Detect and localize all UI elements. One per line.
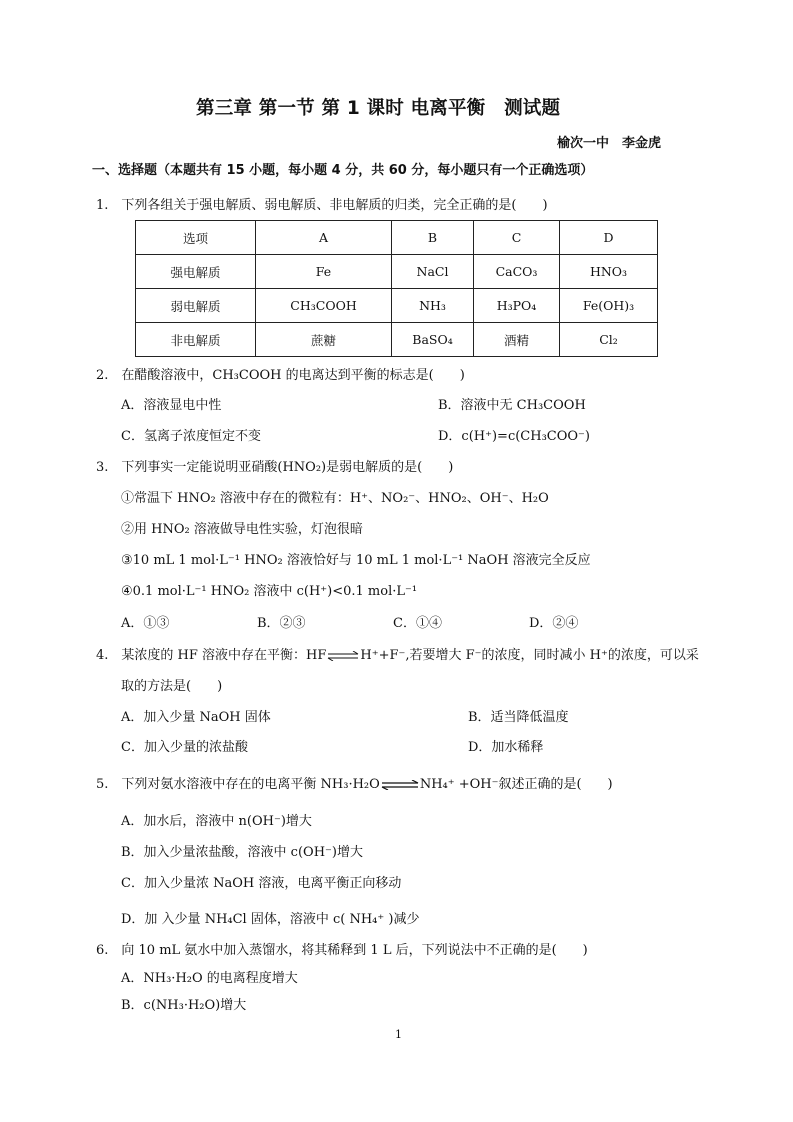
question-3-statement-3: ③10 mL 1 mol·L⁻¹ HNO₂ 溶液恰好与 10 mL 1 mol·L⁻¹ NaOH 溶液完全反应 xyxy=(121,553,591,568)
table-cell: 强电解质 xyxy=(136,255,256,289)
question-2-option-a: A．溶液显电中性 xyxy=(121,398,222,413)
table-cell: B xyxy=(392,221,474,255)
question-1-table xyxy=(135,220,658,357)
question-2-option-c: C．氢离子浓度恒定不变 xyxy=(121,429,261,444)
question-4-option-c: C．加入少量的浓盐酸 xyxy=(121,740,248,755)
question-4-stem-pre: 4. 某浓度的 HF 溶液中存在平衡：HF xyxy=(96,648,327,663)
table-cell: D xyxy=(560,221,658,255)
section-heading: 一、选择题（本题共有 15 小题，每小题 4 分，共 60 分，每小题只有一个正确选项） xyxy=(92,163,594,178)
question-4-option-a: A．加入少量 NaOH 固体 xyxy=(121,710,271,725)
table-row xyxy=(136,255,658,289)
table-cell: Fe xyxy=(256,255,392,289)
table-cell: BaSO₄ xyxy=(392,323,474,357)
page-number: 1 xyxy=(395,1028,402,1041)
table-cell: A xyxy=(256,221,392,255)
table-cell: H₃PO₄ xyxy=(474,289,560,323)
question-6-stem: 6. 向 10 mL 氨水中加入蒸馏水，将其稀释到 1 L 后，下列说法中不正确的是( ) xyxy=(96,943,588,958)
question-4-option-d: D．加水稀释 xyxy=(468,740,544,755)
question-5-option-b: B．加入少量浓盐酸，溶液中 c(OH⁻)增大 xyxy=(121,845,363,860)
question-5-option-d: D．加 入少量 NH₄Cl 固体，溶液中 c( NH₄⁺ )减少 xyxy=(121,912,420,927)
table-row xyxy=(136,289,658,323)
question-3-statement-4: ④0.1 mol·L⁻¹ HNO₂ 溶液中 c(H⁺)<0.1 mol·L⁻¹ xyxy=(121,584,418,599)
question-2-option-d: D．c(H⁺)=c(CH₃COO⁻) xyxy=(438,429,590,444)
question-1-stem: 1. 下列各组关于强电解质、弱电解质、非电解质的归类，完全正确的是( ) xyxy=(96,198,548,213)
table-header-row xyxy=(136,221,658,255)
question-3-statement-2: ②用 HNO₂ 溶液做导电性实验，灯泡很暗 xyxy=(121,522,363,537)
table-cell: CaCO₃ xyxy=(474,255,560,289)
question-2-stem: 2. 在醋酸溶液中，CH₃COOH 的电离达到平衡的标志是( ) xyxy=(96,368,465,383)
question-5-stem-post: NH₄⁺ +OH⁻叙述正确的是( ) xyxy=(419,777,613,792)
question-3-option-d: D．②④ xyxy=(529,616,579,631)
question-2-option-b: B．溶液中无 CH₃COOH xyxy=(438,398,586,413)
table-row xyxy=(136,323,658,357)
question-5-option-c: C．加入少量浓 NaOH 溶液，电离平衡正向移动 xyxy=(121,876,402,891)
table-cell: Cl₂ xyxy=(560,323,658,357)
table-cell: 弱电解质 xyxy=(136,289,256,323)
author-line: 榆次一中 李金虎 xyxy=(557,136,662,151)
question-5-option-a: A．加水后，溶液中 n(OH⁻)增大 xyxy=(121,814,312,829)
question-4-stem-post: H⁺+F⁻,若要增大 F⁻的浓度，同时减小 H⁺的浓度，可以采 xyxy=(360,648,699,663)
question-5-stem xyxy=(96,778,613,791)
table-cell: HNO₃ xyxy=(560,255,658,289)
table-cell: CH₃COOH xyxy=(256,289,392,323)
table-cell: 蔗糖 xyxy=(256,323,392,357)
question-3-option-c: C．①④ xyxy=(393,616,442,631)
equilibrium-arrow-icon xyxy=(326,651,360,661)
question-3-stem: 3. 下列事实一定能说明亚硝酸(HNO₂)是弱电解质的是( ) xyxy=(96,460,454,475)
question-6-option-b: B．c(NH₃·H₂O)增大 xyxy=(121,998,247,1013)
question-5-stem-pre: 5. 下列对氨水溶液中存在的电离平衡 NH₃·H₂O xyxy=(96,777,380,792)
table-cell: 酒精 xyxy=(474,323,560,357)
table-cell: NaCl xyxy=(392,255,474,289)
table-cell: 选项 xyxy=(136,221,256,255)
question-3-option-b: B．②③ xyxy=(257,616,306,631)
table-cell: 非电解质 xyxy=(136,323,256,357)
page-title: 第三章 第一节 第 1 课时 电离平衡 测试题 xyxy=(196,98,561,119)
table-cell: NH₃ xyxy=(392,289,474,323)
question-4-option-b: B．适当降低温度 xyxy=(468,710,569,725)
question-4-stem-line-1 xyxy=(96,649,699,662)
table-cell: C xyxy=(474,221,560,255)
question-3-statement-1: ①常温下 HNO₂ 溶液中存在的微粒有：H⁺、NO₂⁻、HNO₂、OH⁻、H₂O xyxy=(121,491,549,506)
table-cell: Fe(OH)₃ xyxy=(560,289,658,323)
question-6-option-a: A．NH₃·H₂O 的电离程度增大 xyxy=(121,971,298,986)
equilibrium-arrow-icon xyxy=(380,780,420,790)
question-3-option-a: A．①③ xyxy=(121,616,170,631)
question-4-stem-line-2: 取的方法是( ) xyxy=(121,679,223,694)
